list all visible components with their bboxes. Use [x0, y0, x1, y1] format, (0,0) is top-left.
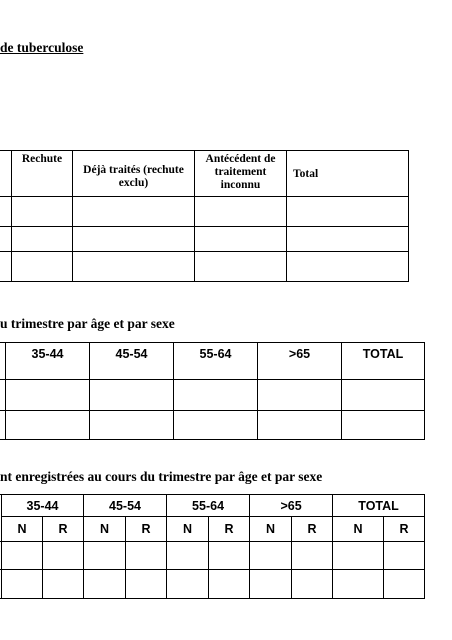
table-row — [0, 570, 425, 599]
header-r: R — [209, 517, 250, 542]
tb-case-table — [0, 150, 409, 282]
section3-title: nt enregistrées au cours du trimestre par âge et par sexe — [0, 469, 323, 484]
header-n: N — [2, 517, 43, 542]
header-n: N — [333, 517, 384, 542]
header-total: TOTAL — [333, 495, 425, 517]
section1-title: de tuberculose — [0, 40, 84, 55]
header-35-44: 35-44 — [2, 495, 84, 517]
header-r: R — [43, 517, 84, 542]
header-55-64: 55-64 — [174, 343, 258, 380]
table-row — [0, 380, 425, 411]
header-cell-blank — [0, 151, 12, 197]
header-over-65: >65 — [258, 343, 342, 380]
registered-cases-table — [0, 494, 425, 599]
table-row — [0, 197, 409, 227]
header-r: R — [292, 517, 333, 542]
header-n: N — [167, 517, 209, 542]
header-45-54: 45-54 — [90, 343, 174, 380]
header-antecedent: Antécédent de traitement inconnu — [195, 151, 287, 197]
section2-title: u trimestre par âge et par sexe — [0, 316, 175, 331]
header-deja-traites: Déjà traités (rechute exclu) — [73, 151, 195, 197]
header-total: TOTAL — [342, 343, 425, 380]
header-total: Total — [287, 151, 409, 197]
header-35-44: 35-44 — [6, 343, 90, 380]
header-rechute: Rechute — [12, 151, 73, 197]
header-r: R — [384, 517, 425, 542]
header-55-64: 55-64 — [167, 495, 250, 517]
table-row — [0, 542, 425, 570]
header-over-65: >65 — [250, 495, 333, 517]
header-n: N — [84, 517, 126, 542]
age-sex-table — [0, 342, 425, 440]
header-r: R — [126, 517, 167, 542]
table-row — [0, 411, 425, 440]
table-row — [0, 252, 409, 282]
header-n: N — [250, 517, 292, 542]
header-45-54: 45-54 — [84, 495, 167, 517]
table-row — [0, 227, 409, 252]
